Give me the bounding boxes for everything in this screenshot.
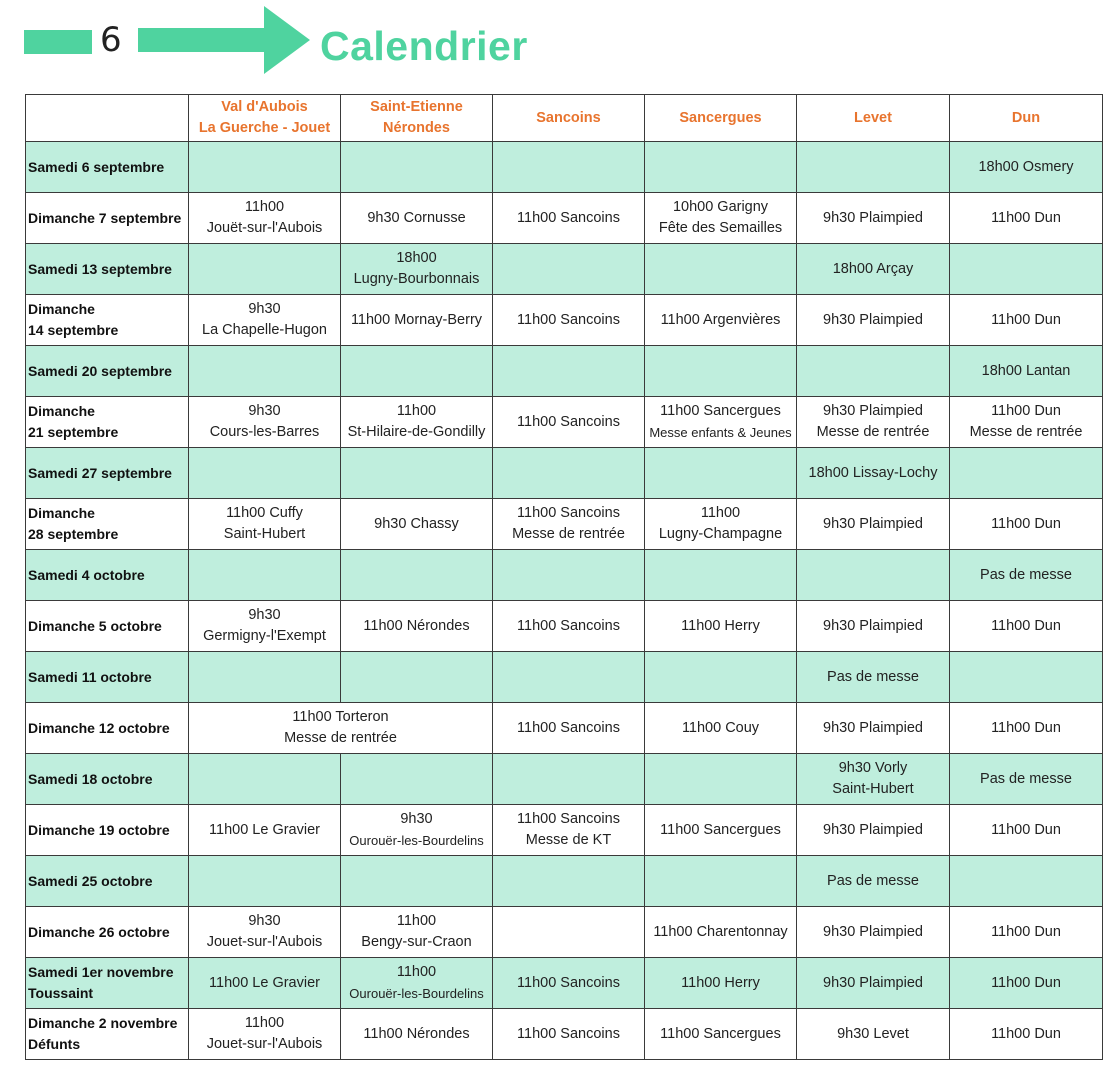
mass-cell [189,907,341,958]
cell-text: Dimanche 26 octobre [28,923,170,940]
table-row [26,346,1103,397]
cell-text: 11h00 Charentonnay [653,923,788,940]
mass-cell [797,703,950,754]
cell-text: Dimanche 7 septembre [28,209,182,226]
page-number: 6 [100,20,122,60]
mass-cell [797,244,950,295]
mass-cell [341,907,493,958]
mass-cell [645,856,797,907]
day-cell [26,397,189,448]
mass-cell [189,550,341,601]
cell-text: Dimanche 5 octobre [28,617,162,634]
mass-cell [341,346,493,397]
mass-cell [950,703,1103,754]
mass-cell [493,652,645,703]
mass-cell [493,805,645,856]
cell-text: Dun [1011,109,1041,126]
mass-cell [645,142,797,193]
table-row [26,907,1103,958]
cell-text: Samedi 13 septembre [28,260,172,277]
table-row [26,856,1103,907]
cell-text: 9h30 Vorly [838,760,908,776]
arrow-right-icon [138,6,310,74]
day-cell [26,244,189,295]
day-cell [26,703,189,754]
cell-text: Val d'Aubois [221,99,308,115]
cell-text: Levet [854,109,892,126]
mass-cell [950,754,1103,805]
mass-cell [797,550,950,601]
day-cell [26,499,189,550]
cell-text: 11h00 Dun [991,617,1061,634]
cell-text: Pas de messe [827,872,919,889]
mass-cell [493,958,645,1009]
mass-cell [341,295,493,346]
mass-cell [950,193,1103,244]
cell-text: Samedi 4 octobre [28,566,145,583]
cell-text: 11h00 Sancoins [517,209,620,226]
mass-cell [493,448,645,499]
cell-text: 9h30 Plaimpied [823,515,923,532]
cell-text: 11h00 Dun [991,209,1061,226]
mass-cell [189,295,341,346]
day-cell [26,754,189,805]
cell-text: 11h00 Herry [681,617,760,634]
day-cell [26,601,189,652]
cell-text: Bengy-sur-Craon [361,934,472,950]
day-cell [26,550,189,601]
cell-text: 11h00 Le Gravier [209,821,320,838]
day-cell [26,907,189,958]
mass-cell [493,244,645,295]
cell-text: 11h00 Sancoins [517,311,620,328]
cell-text: 11h00 [396,913,437,929]
mass-cell [341,1009,493,1060]
table-row [26,805,1103,856]
mass-cell [950,142,1103,193]
cell-text: 11h00 Sancoins [517,1025,620,1042]
mass-cell [341,448,493,499]
mass-cell [645,703,797,754]
cell-text: 11h00 Sancergues [660,403,781,419]
cell-text: Toussaint [28,985,94,1001]
cell-text: Dimanche 19 octobre [28,821,170,838]
mass-cell [341,856,493,907]
cell-text: 11h00 Dun [991,719,1061,736]
mass-cell [189,448,341,499]
mass-cell [341,499,493,550]
calendar-table [25,94,1103,1060]
mass-cell [341,958,493,1009]
table-row [26,397,1103,448]
cell-text: Jouet-sur-l'Aubois [206,934,323,950]
cell-text: 9h30 Chassy [374,515,459,532]
cell-text: 28 septembre [28,526,119,542]
cell-text: 11h00 Sancoins [517,719,620,736]
cell-text: 11h00 [244,199,285,215]
cell-text: Sancoins [536,109,601,126]
mass-cell [950,346,1103,397]
mass-cell [493,346,645,397]
mass-cell [341,397,493,448]
mass-cell [797,142,950,193]
mass-cell [493,193,645,244]
mass-cell [950,397,1103,448]
cell-text: Fête des Semailles [658,220,783,236]
mass-cell [493,499,645,550]
mass-cell [950,244,1103,295]
cell-text: Messe de rentrée [512,526,625,542]
mass-cell [797,295,950,346]
mass-cell [950,601,1103,652]
cell-text: Nérondes [383,120,450,136]
table-row [26,244,1103,295]
mass-cell [950,1009,1103,1060]
cell-text: 11h00 Cuffy [226,505,303,521]
table-row [26,652,1103,703]
mass-cell [645,1009,797,1060]
mass-cell [797,397,950,448]
mass-cell [797,856,950,907]
cell-text: 11h00 Herry [681,974,760,991]
day-cell [26,652,189,703]
cell-text: Lugny-Bourbonnais [353,271,480,287]
cell-text: 9h30 Plaimpied [823,617,923,634]
mass-cell [341,754,493,805]
mass-cell [797,1009,950,1060]
mass-cell [493,397,645,448]
mass-cell [189,1009,341,1060]
table-row [26,1009,1103,1060]
cell-text: 9h30 Plaimpied [823,719,923,736]
column-header-saint-etienne [341,95,493,142]
cell-text: 11h00 Sancoins [517,617,620,634]
mass-cell [645,805,797,856]
table-header-row [26,95,1103,142]
day-cell [26,193,189,244]
mass-cell [493,1009,645,1060]
cell-text: 9h30 [248,301,281,317]
mass-cell [493,295,645,346]
cell-text: Défunts [28,1036,81,1052]
day-cell [26,448,189,499]
day-cell [26,346,189,397]
mass-cell [950,958,1103,1009]
mass-cell [645,550,797,601]
table-row [26,142,1103,193]
mass-cell [645,244,797,295]
cell-text: 11h00 Dun [991,515,1061,532]
mass-cell [189,346,341,397]
mass-cell [493,703,645,754]
cell-text: 9h30 Plaimpied [823,821,923,838]
cell-text: La Chapelle-Hugon [202,322,327,338]
cell-text: 9h30 Levet [837,1025,909,1042]
cell-text: Samedi 27 septembre [28,464,172,481]
day-cell [26,856,189,907]
cell-text: Dimanche [28,403,95,419]
mass-cell [493,142,645,193]
mass-cell [645,346,797,397]
cell-text: Samedi 6 septembre [28,158,165,175]
cell-text: 18h00 Arçay [832,260,914,277]
mass-cell [493,907,645,958]
cell-text: Samedi 25 octobre [28,872,153,889]
cell-text: Saint-Hubert [832,781,914,797]
mass-cell [645,499,797,550]
cell-text: 10h00 Garigny [672,199,769,215]
cell-text: 9h30 [248,607,281,623]
mass-cell [950,652,1103,703]
cell-text: 11h00 Dun [991,403,1061,419]
cell-text: Cours-les-Barres [209,424,320,440]
mass-cell [189,703,493,754]
cell-text: Samedi 1er novembre [28,964,174,980]
mass-cell [341,652,493,703]
cell-text: 9h30 [400,811,433,827]
cell-text: Dimanche 2 novembre [28,1015,178,1031]
mass-cell [341,142,493,193]
cell-text: 9h30 Cornusse [367,209,466,226]
cell-text: Samedi 20 septembre [28,362,172,379]
day-cell [26,142,189,193]
cell-text: 9h30 [248,403,281,419]
cell-text: 11h00 Sancergues [660,1025,781,1042]
mass-cell [189,142,341,193]
cell-text: 9h30 Plaimpied [823,311,923,328]
cell-text: Messe enfants & Jeunes [649,425,792,440]
cell-text: Samedi 18 octobre [28,770,153,787]
mass-cell [950,856,1103,907]
cell-text: 11h00 Sancoins [517,811,620,827]
cell-text: 18h00 Lantan [981,362,1071,379]
table-row [26,193,1103,244]
cell-text: Lugny-Champagne [658,526,783,542]
cell-text: 11h00 Sancergues [660,821,781,838]
cell-text: Dimanche 12 octobre [28,719,170,736]
mass-cell [797,907,950,958]
mass-cell [645,652,797,703]
column-header-dun [950,95,1103,142]
mass-cell [950,448,1103,499]
mass-cell [797,652,950,703]
column-header-sancoins [493,95,645,142]
mass-cell [950,499,1103,550]
table-row [26,295,1103,346]
cell-text: Saint-Hubert [223,526,306,542]
mass-cell [493,754,645,805]
cell-text: 11h00 [396,964,437,980]
mass-cell [189,958,341,1009]
mass-cell [493,601,645,652]
cell-text: Dimanche [28,301,95,317]
mass-cell [189,754,341,805]
mass-cell [493,550,645,601]
day-cell [26,958,189,1009]
cell-text: Pas de messe [980,770,1072,787]
cell-text: Ourouër-les-Bourdelins [349,986,484,1001]
cell-text: Pas de messe [980,566,1072,583]
mass-cell [493,856,645,907]
mass-cell [189,193,341,244]
cell-text: Messe de KT [525,832,612,848]
mass-cell [797,754,950,805]
cell-text: 11h00 Nérondes [363,617,470,634]
cell-text: Samedi 11 octobre [28,668,152,685]
column-header-levet [797,95,950,142]
column-header-sancergues [645,95,797,142]
cell-text: Ourouër-les-Bourdelins [349,833,484,848]
cell-text: 18h00 Lissay-Lochy [808,464,938,481]
mass-cell [797,601,950,652]
cell-text: 11h00 Dun [991,821,1061,838]
mass-cell [950,805,1103,856]
table-row [26,448,1103,499]
cell-text: 9h30 Plaimpied [823,974,923,991]
cell-text: 11h00 Sancoins [517,505,620,521]
cell-text: 14 septembre [28,322,119,338]
cell-text: Jouet-sur-l'Aubois [206,1036,323,1052]
corner-cell [26,95,189,142]
mass-cell [341,550,493,601]
table-row [26,550,1103,601]
mass-cell [645,397,797,448]
mass-cell [189,397,341,448]
cell-text: Messe de rentrée [816,424,930,440]
cell-text: 11h00 Dun [991,1025,1061,1042]
cell-text: 11h00 Torteron [292,709,389,725]
cell-text: 18h00 [396,250,437,266]
cell-text: Saint-Etienne [370,99,463,115]
cell-text: 11h00 [700,505,741,521]
cell-text: 18h00 Osmery [978,158,1074,175]
cell-text: 9h30 Plaimpied [823,923,923,940]
mass-cell [645,754,797,805]
mass-cell [189,601,341,652]
cell-text: 11h00 Le Gravier [209,974,320,991]
mass-cell [341,601,493,652]
cell-text: 11h00 Sancoins [517,974,620,991]
mass-cell [797,958,950,1009]
mass-cell [189,805,341,856]
cell-text: 11h00 Argenvières [660,311,781,328]
mass-cell [341,193,493,244]
table-row [26,703,1103,754]
mass-cell [950,907,1103,958]
cell-text: 11h00 Dun [991,311,1061,328]
table-row [26,958,1103,1009]
mass-cell [950,550,1103,601]
mass-cell [645,958,797,1009]
cell-text: 9h30 Plaimpied [823,403,923,419]
mass-cell [189,499,341,550]
mass-cell [645,448,797,499]
mass-cell [797,805,950,856]
page-title: Calendrier [320,23,528,69]
mass-cell [341,805,493,856]
cell-text: 11h00 [396,403,437,419]
cell-text: St-Hilaire-de-Gondilly [347,424,486,440]
cell-text: 9h30 [248,913,281,929]
mass-cell [189,244,341,295]
day-cell [26,295,189,346]
mass-cell [645,193,797,244]
table-row [26,754,1103,805]
cell-text: 11h00 Couy [681,719,760,736]
mass-cell [645,907,797,958]
cell-text: 21 septembre [28,424,119,440]
header-bar [24,30,92,54]
mass-cell [341,244,493,295]
column-header-val-d-aubois [189,95,341,142]
mass-cell [645,601,797,652]
mass-cell [189,856,341,907]
cell-text: La Guerche - Jouet [198,120,331,136]
mass-cell [645,295,797,346]
cell-text: 11h00 Dun [991,923,1061,940]
cell-text: 9h30 Plaimpied [823,209,923,226]
cell-text: Germigny-l'Exempt [203,628,326,644]
day-cell [26,1009,189,1060]
mass-cell [189,652,341,703]
cell-text: 11h00 [244,1015,285,1031]
cell-text: Messe de rentrée [284,730,397,746]
mass-cell [797,193,950,244]
cell-text: 11h00 Sancoins [517,413,620,430]
cell-text: Messe de rentrée [969,424,1083,440]
cell-text: Jouët-sur-l'Aubois [206,220,323,236]
table-row [26,601,1103,652]
cell-text: Dimanche [28,505,95,521]
table-row [26,499,1103,550]
cell-text: Pas de messe [827,668,919,685]
mass-cell [797,499,950,550]
cell-text: 11h00 Dun [991,974,1061,991]
cell-text: 11h00 Nérondes [363,1025,470,1042]
mass-cell [797,448,950,499]
day-cell [26,805,189,856]
mass-cell [797,346,950,397]
cell-text: 11h00 Mornay-Berry [350,311,483,328]
mass-cell [950,295,1103,346]
cell-text: Sancergues [679,109,762,126]
